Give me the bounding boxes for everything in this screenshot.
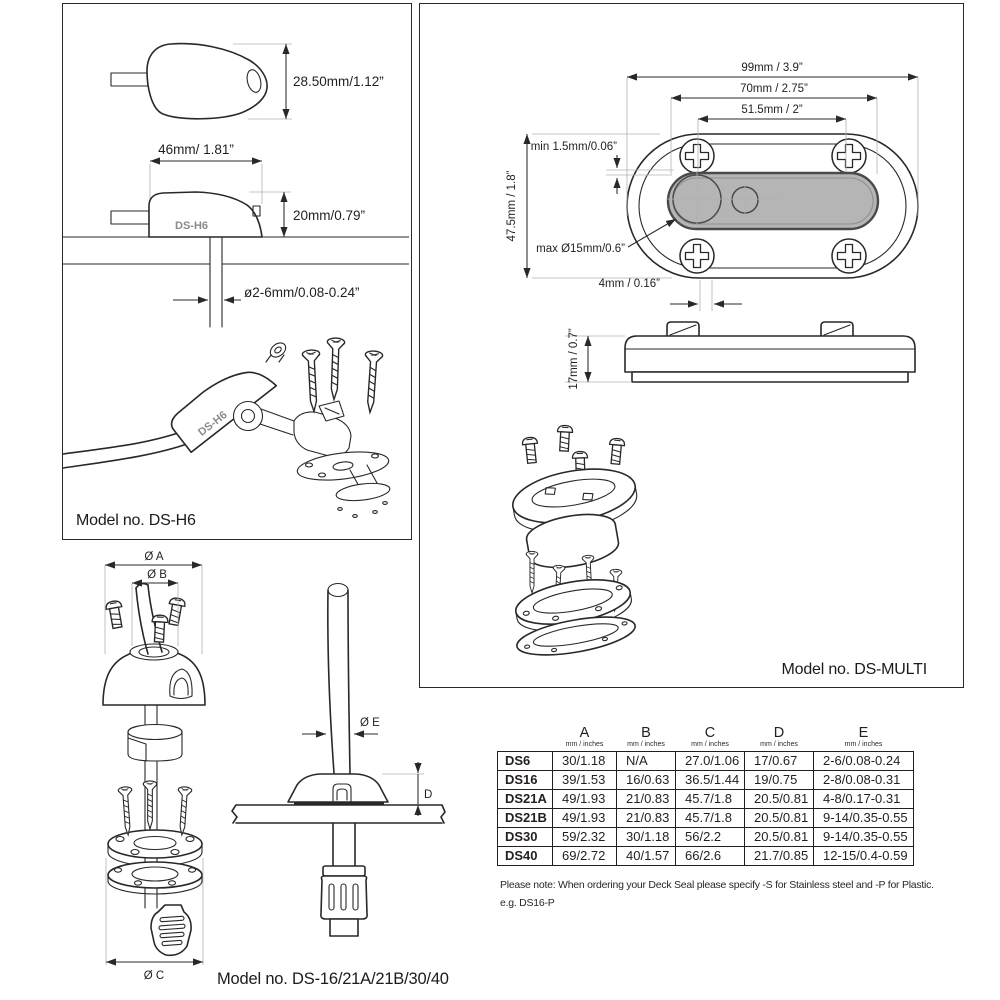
table-row: DS6 30/1.18 N/A 27.0/1.06 17/0.67 2-6/0.08-0.24 (498, 751, 914, 770)
model-cell: DS16 (498, 770, 553, 789)
wood-screw-3 (361, 350, 382, 412)
dim-top-height: 28.50mm/1.12” (293, 74, 384, 89)
cable-stub-top (111, 73, 148, 86)
flange-ring (108, 830, 202, 866)
dim-fixing-width: 70mm / 2.75” (740, 83, 808, 95)
dome-seal-exploded (103, 551, 205, 982)
deck-screw-1 (118, 786, 135, 835)
header-col-b: B mm / inches (627, 725, 665, 748)
header-col-a: A mm / inches (565, 725, 604, 748)
installed-dome (288, 774, 388, 802)
ds-models-model-label: Model no. DS-16/21A/21B/30/40 (217, 970, 449, 988)
dim-profile-height: 17mm / 0.7” (568, 328, 580, 390)
table-row: DS30 59/2.32 30/1.18 56/2.2 20.5/0.81 9-14/0.35-0.55 (498, 827, 914, 846)
header-empty (498, 726, 553, 751)
ds-h6-top-view (147, 44, 267, 119)
model-cell: DS6 (498, 751, 553, 770)
dim-min-wall: min 1.5mm/0.06” (530, 141, 617, 153)
dim-max-cable: max Ø15mm/0.6” (536, 243, 625, 255)
gasket-ring (108, 862, 202, 894)
deck-screw-3 (175, 786, 192, 835)
dim-dia-b: Ø B (147, 569, 167, 581)
table-row: DS16 39/1.53 16/0.63 36.5/1.44 19/0.75 2-8/0.08-0.31 (498, 770, 914, 789)
socket-screw (266, 340, 288, 362)
dim-overall-height: 47.5mm / 1.8” (506, 170, 518, 242)
panel-ds-multi (419, 3, 964, 688)
flange-screw-bl (680, 239, 714, 273)
table-header-row (498, 726, 914, 751)
note-line-1: Please note: When ordering your Deck Seal please specify -S for Stainless steel and -P for Plastic. (500, 879, 934, 891)
product-name-exploded: DS-H6 (196, 409, 230, 439)
ds-multi-model-label: Model no. DS-MULTI (781, 661, 927, 678)
dim-dia-a: Ø A (144, 551, 164, 563)
wood-screw-2 (325, 338, 344, 400)
dim-slot-length: 51.5mm / 2” (741, 104, 803, 116)
header-col-c: C mm / inches (691, 725, 729, 748)
ds-multi-exploded (509, 425, 641, 662)
flange-screw-tr (832, 139, 866, 173)
header-col-e: E mm / inches (844, 725, 883, 748)
dim-d: D (424, 789, 433, 801)
dome-seal-installed (232, 584, 445, 937)
panel-ds-h6 (62, 3, 412, 540)
swivel-bracket (294, 401, 351, 456)
spec-table (497, 726, 913, 866)
dim-base-height: 20mm/0.79” (293, 208, 366, 223)
dome-screw-1 (105, 600, 125, 629)
dome-screw-2 (151, 615, 168, 643)
ds-h6-drawing (63, 4, 409, 536)
dim-slot-offset: 4mm / 0.16” (598, 278, 660, 290)
table-row: DS21A 49/1.93 21/0.83 45.7/1.8 20.5/0.81 4-8/0.17-0.31 (498, 789, 914, 808)
ds-h6-model-label: Model no. DS-H6 (76, 512, 196, 529)
dim-dia-e: Ø E (360, 717, 380, 729)
lock-nut-assembly (321, 823, 367, 936)
pipe-top (328, 584, 348, 597)
dome-screw-3 (166, 597, 186, 626)
ds-multi-side-view (565, 322, 915, 390)
ds-models-drawing (50, 548, 500, 1000)
model-cell: DS40 (498, 846, 553, 865)
cable-stub-side (111, 211, 149, 224)
table-row: DS21B 49/1.93 21/0.83 45.7/1.8 20.5/0.81 9-14/0.35-0.55 (498, 808, 914, 827)
model-cell: DS21A (498, 789, 553, 808)
model-cell: DS21B (498, 808, 553, 827)
dim-cable-diameter: ø2-6mm/0.08-0.24” (244, 285, 360, 300)
ordering-note (500, 876, 934, 913)
table-row: DS40 69/2.72 40/1.57 66/2.6 21.7/0.85 12-15/0.4-0.59 (498, 846, 914, 865)
cable-connector (151, 905, 191, 955)
model-cell: DS30 (498, 827, 553, 846)
ds-h6-exploded-cap (167, 354, 277, 452)
flange-screw-tl (680, 139, 714, 173)
product-name-side: DS-H6 (175, 220, 209, 232)
dim-base-width: 46mm/ 1.81” (158, 142, 234, 157)
note-line-2: e.g. DS16-P (500, 897, 555, 910)
hinge-bushing (234, 402, 295, 436)
mount-base-plate (296, 447, 391, 517)
cable-slot (668, 173, 878, 229)
wood-screw-1 (302, 350, 322, 412)
dim-overall-width: 99mm / 3.9” (741, 62, 803, 74)
flange-screw-br (832, 239, 866, 273)
dim-dia-c: Ø C (143, 970, 165, 982)
deck-section (232, 805, 445, 823)
header-col-d: D mm / inches (760, 725, 798, 748)
ds-multi-drawing (420, 4, 962, 685)
